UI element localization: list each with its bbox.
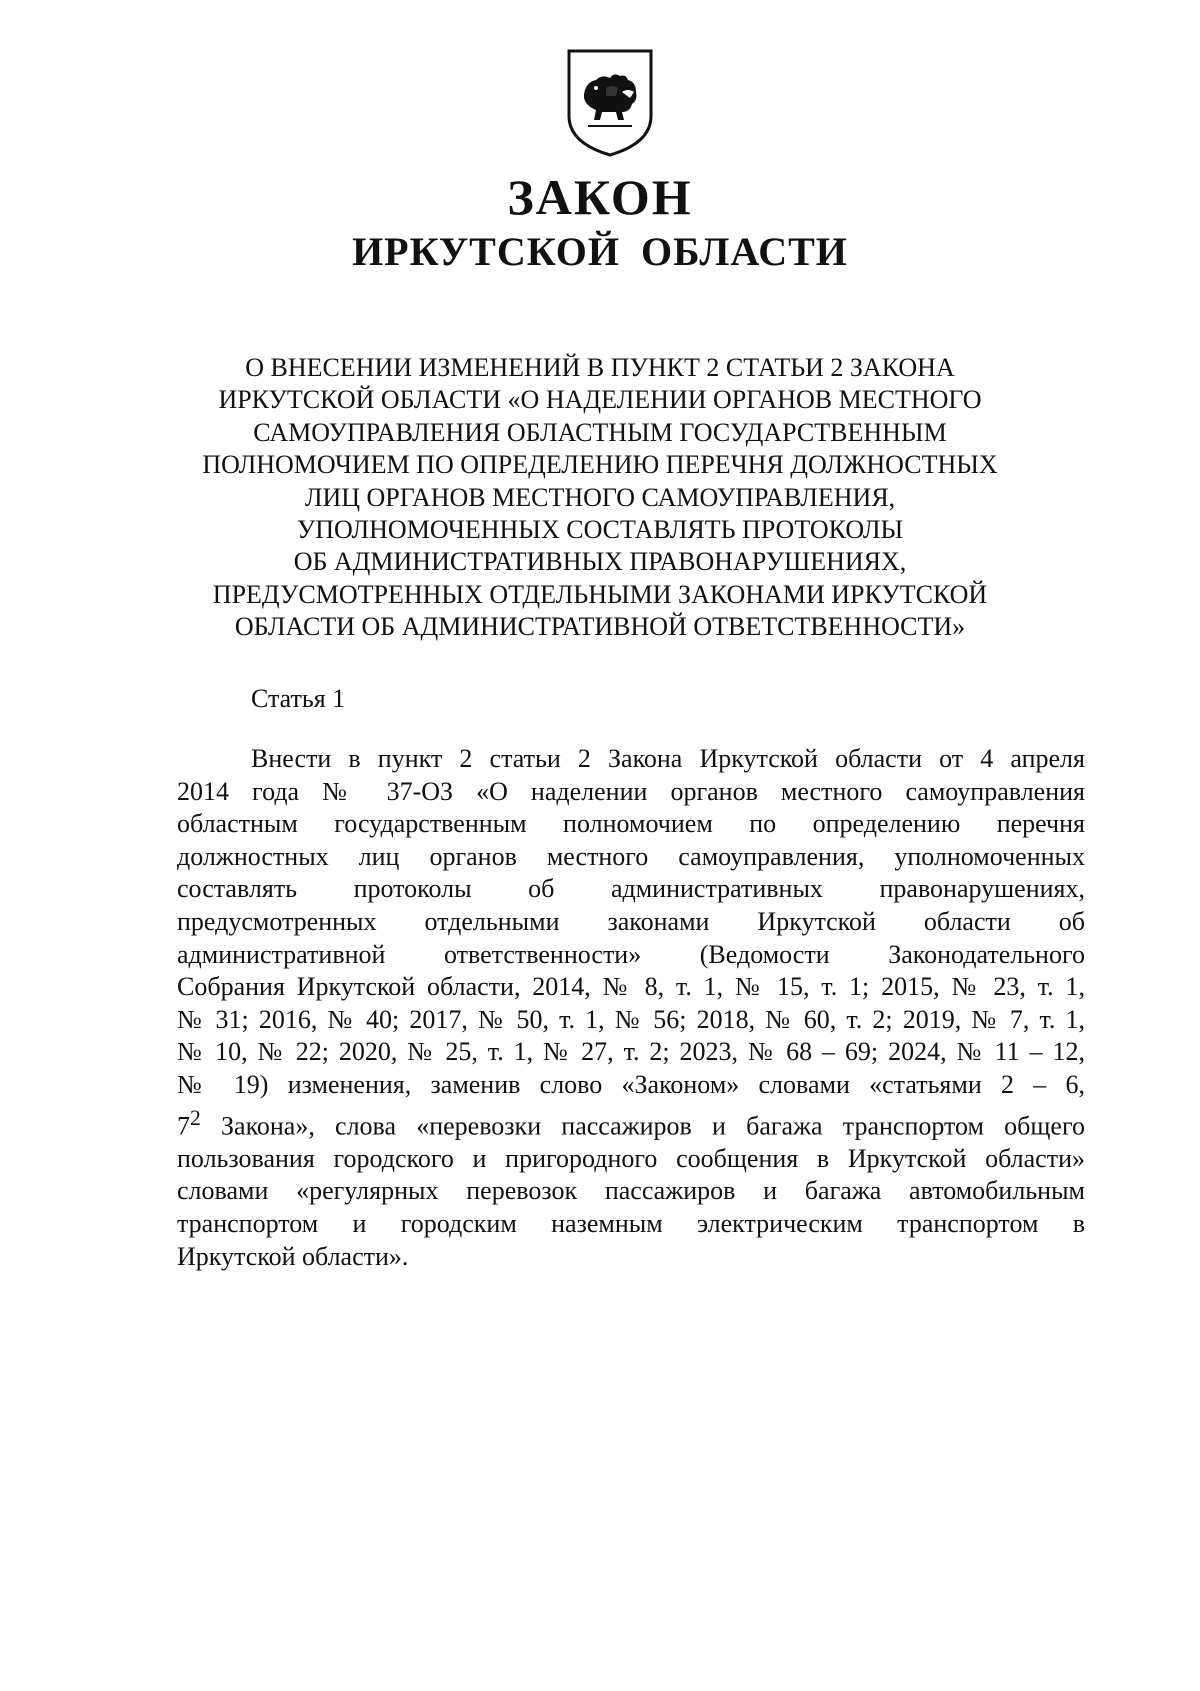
body-line: пользования городского и пригородного сообщения в Иркутской области»	[177, 1143, 1085, 1173]
body-line: транспортом и городским наземным электрическим транспортом в	[177, 1208, 1085, 1238]
title-line: ПРЕДУСМОТРЕННЫХ ОТДЕЛЬНЫМИ ЗАКОНАМИ ИРКУТСКОЙ	[212, 579, 988, 609]
body-line: составлять протоколы об административных правонарушениях,	[177, 874, 1085, 904]
article-body	[177, 743, 1085, 1273]
title-line: УПОЛНОМОЧЕННЫХ СОСТАВЛЯТЬ ПРОТОКОЛЫ	[296, 515, 904, 545]
body-line: № 19) изменения, заменив слово «Законом» словами «статьями 2 – 6,	[177, 1069, 1085, 1099]
title-line: ПОЛНОМОЧИЕМ ПО ОПРЕДЕЛЕНИЮ ПЕРЕЧНЯ ДОЛЖНОСТНЫХ	[202, 450, 998, 480]
title-line: О ВНЕСЕНИИ ИЗМЕНЕНИЙ В ПУНКТ 2 СТАТЬИ 2 ЗАКОНА	[245, 353, 955, 382]
body-line: административной ответственности» (Ведомости Законодательного	[177, 939, 1085, 969]
body-line: № 31; 2016, № 40; 2017, № 50, т. 1, № 56; 2018, № 60, т. 2; 2019, № 7, т. 1,	[177, 1004, 1085, 1034]
body-line: Внести в пункт 2 статьи 2 Закона Иркутской области от 4 апреля	[251, 744, 1085, 773]
body-text-fragment: Закона», слова «перевозки пассажиров и багажа транспортом общего	[200, 1111, 1085, 1141]
article-label: Статья 1	[251, 684, 346, 713]
irkutsk-coat-of-arms-icon	[566, 48, 654, 158]
body-line: словами «регулярных перевозок пассажиров и багажа автомобильным	[177, 1176, 1085, 1206]
body-line: Иркутской области».	[177, 1241, 409, 1271]
title-line: ЛИЦ ОРГАНОВ МЕСТНОГО САМОУПРАВЛЕНИЯ,	[304, 482, 896, 512]
title-line: САМОУПРАВЛЕНИЯ ОБЛАСТНЫМ ГОСУДАРСТВЕННЫМ	[253, 417, 947, 447]
law-title	[150, 352, 1050, 644]
body-line-with-superscript	[177, 1102, 1085, 1143]
body-line: предусмотренных отдельными законами Иркутской области об	[177, 906, 1085, 936]
title-line: ОБ АДМИНИСТРАТИВНЫХ ПРАВОНАРУШЕНИЯХ,	[293, 547, 907, 577]
title-line: ОБЛАСТИ ОБ АДМИНИСТРАТИВНОЙ ОТВЕТСТВЕННОСТИ»	[234, 612, 966, 642]
coat-of-arms-emblem	[566, 48, 654, 158]
title-line: ИРКУТСКОЙ ОБЛАСТИ «О НАДЕЛЕНИИ ОРГАНОВ МЕСТНОГО	[218, 385, 982, 415]
document-type-heading: ЗАКОН	[507, 169, 693, 225]
region-heading: ИРКУТСКОЙ ОБЛАСТИ	[352, 229, 848, 274]
body-line: 2014 года № 37-ОЗ «О наделении органов местного самоуправления	[177, 776, 1085, 806]
body-line: должностных лиц органов местного самоуправления, уполномоченных	[177, 841, 1085, 871]
body-line: областным государственным полномочием по определению перечня	[177, 809, 1085, 839]
body-text-fragment: 7	[177, 1111, 190, 1141]
body-line: Собрания Иркутской области, 2014, № 8, т. 1, № 15, т. 1; 2015, № 23, т. 1,	[177, 972, 1085, 1002]
superscript: 2	[190, 1105, 201, 1130]
body-line: № 10, № 22; 2020, № 25, т. 1, № 27, т. 2; 2023, № 68 – 69; 2024, № 11 – 12,	[177, 1037, 1085, 1067]
